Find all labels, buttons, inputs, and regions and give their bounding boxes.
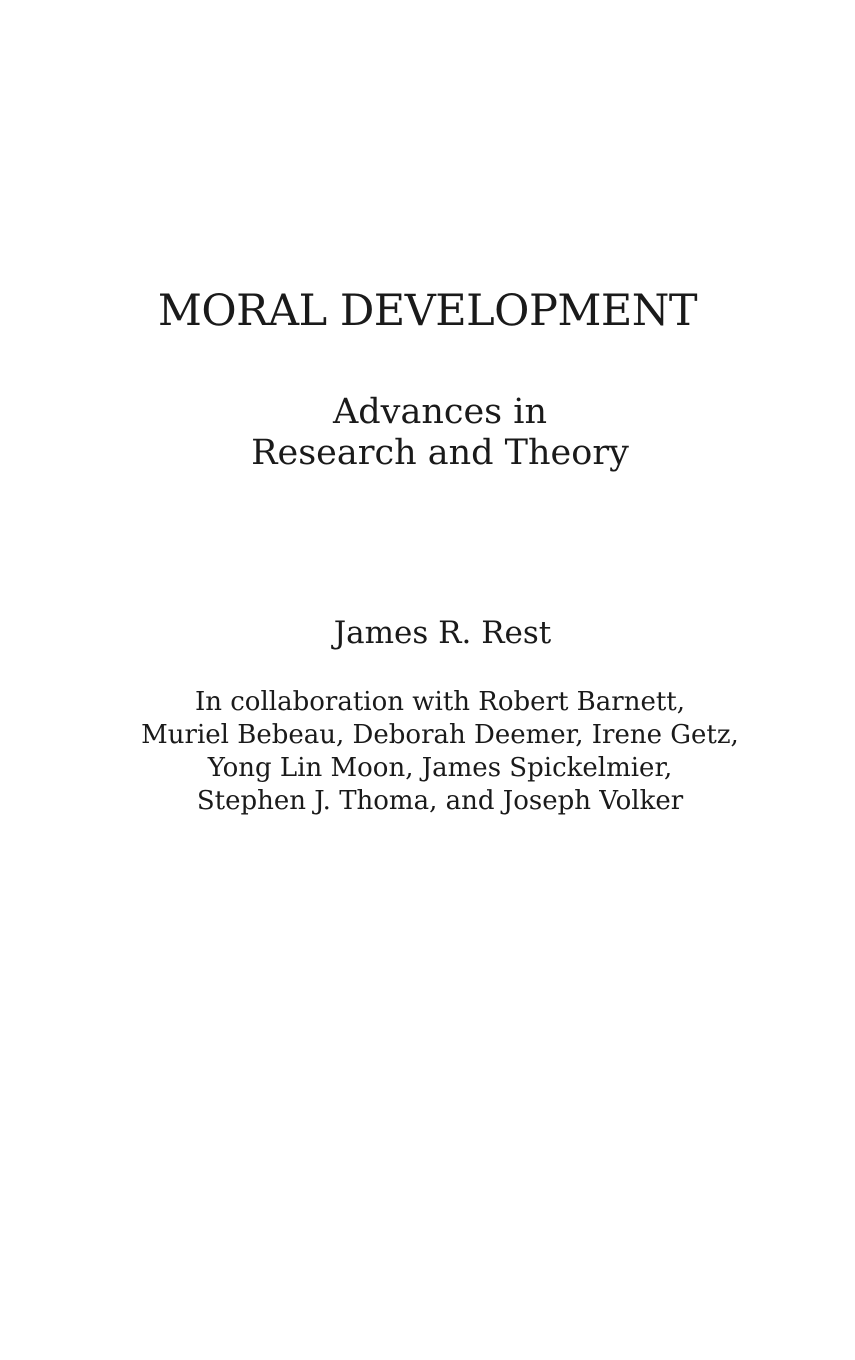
collaborators-line: Stephen J. Thoma, and Joseph Volker (196, 786, 684, 816)
collaborators-line: In collaboration with Robert Barnett, (194, 687, 686, 717)
author-name: James R. Rest (333, 615, 552, 651)
book-subtitle (0, 392, 855, 474)
collaborators-line: Muriel Bebeau, Deborah Deemer, Irene Getz, (141, 720, 739, 750)
book-title: MORAL DEVELOPMENT (157, 286, 698, 336)
collaborators-block (0, 686, 855, 818)
collaborators-line: Yong Lin Moon, James Spickelmier, (207, 753, 673, 783)
subtitle-line: Advances in (333, 392, 547, 432)
subtitle-line: Research and Theory (251, 433, 629, 473)
